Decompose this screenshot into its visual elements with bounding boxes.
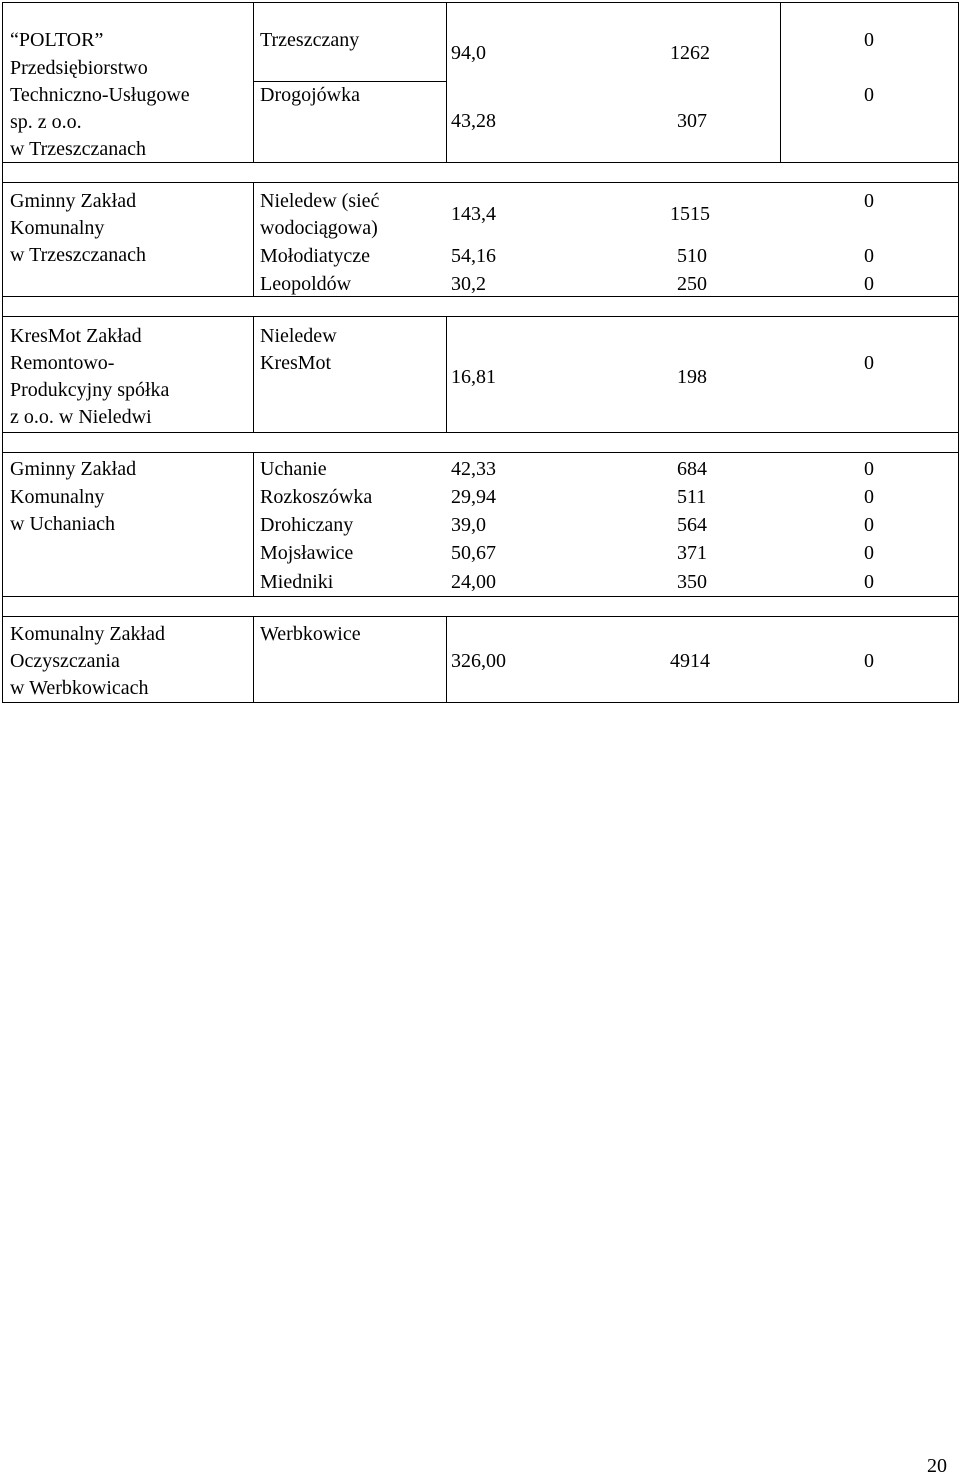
operator-name-line: Przedsiębiorstwo xyxy=(10,57,148,79)
value-col2: 510 xyxy=(677,245,707,267)
value-col2: 198 xyxy=(677,366,707,388)
value-col3: 0 xyxy=(864,29,874,51)
column-divider xyxy=(253,182,254,296)
operator-name-line: w Uchaniach xyxy=(10,513,115,535)
value-col2: 350 xyxy=(677,571,707,593)
operator-name-line: Komunalny Zakład xyxy=(10,623,165,645)
value-col1: 39,0 xyxy=(451,514,486,536)
place-name: Leopoldów xyxy=(260,273,352,295)
operator-name-line: “POLTOR” xyxy=(10,29,104,51)
column-divider xyxy=(253,452,254,596)
spacer-divider xyxy=(2,452,958,453)
value-col1: 30,2 xyxy=(451,273,486,295)
operator-name-line: Gminny Zakład xyxy=(10,190,137,212)
place-name: Nieledew xyxy=(260,325,337,347)
operator-name-line: Komunalny xyxy=(10,486,105,508)
value-col2: 684 xyxy=(677,458,707,480)
column-divider xyxy=(446,2,447,162)
value-col3: 0 xyxy=(864,650,874,672)
value-col2: 307 xyxy=(677,110,707,132)
spacer-divider xyxy=(2,316,958,317)
value-col2: 1262 xyxy=(670,42,710,64)
value-col3: 0 xyxy=(864,514,874,536)
place-name: Drogojówka xyxy=(260,84,360,106)
place-name: Mojsławice xyxy=(260,542,354,564)
spacer-divider xyxy=(2,616,958,617)
place-name: Uchanie xyxy=(260,458,327,480)
place-name: Nieledew (sieć xyxy=(260,190,380,212)
column-divider xyxy=(780,2,781,162)
value-col1: 43,28 xyxy=(451,110,496,132)
value-col3: 0 xyxy=(864,571,874,593)
group-divider xyxy=(2,432,958,433)
column-divider xyxy=(446,616,447,702)
table-border-left xyxy=(2,2,3,703)
operator-name-line: KresMot Zakład xyxy=(10,325,142,347)
page-number: 20 xyxy=(927,1455,947,1477)
operator-name-line: Techniczno-Usługowe xyxy=(10,84,190,106)
place-name: Miedniki xyxy=(260,571,334,593)
value-col1: 94,0 xyxy=(451,42,486,64)
value-col1: 24,00 xyxy=(451,571,496,593)
value-col3: 0 xyxy=(864,542,874,564)
value-col1: 143,4 xyxy=(451,203,496,225)
place-name: Trzeszczany xyxy=(260,29,360,51)
place-name: wodociągowa) xyxy=(260,217,378,239)
value-col3: 0 xyxy=(864,273,874,295)
table-border-bottom xyxy=(2,702,958,703)
value-col2: 564 xyxy=(677,514,707,536)
value-col2: 371 xyxy=(677,542,707,564)
value-col1: 42,33 xyxy=(451,458,496,480)
operator-name-line: w Werbkowicach xyxy=(10,677,149,699)
operator-name-line: Produkcyjny spółka xyxy=(10,379,170,401)
value-col3: 0 xyxy=(864,190,874,212)
operator-name-line: Komunalny xyxy=(10,217,105,239)
place-name: Rozkoszówka xyxy=(260,486,373,508)
place-name: Werbkowice xyxy=(260,623,361,645)
value-col3: 0 xyxy=(864,84,874,106)
value-col3: 0 xyxy=(864,245,874,267)
value-col2: 511 xyxy=(677,486,707,508)
group-divider xyxy=(2,596,958,597)
value-col3: 0 xyxy=(864,486,874,508)
value-col2: 4914 xyxy=(670,650,710,672)
column-divider xyxy=(253,316,254,432)
value-col1: 326,00 xyxy=(451,650,506,672)
operator-name-line: Gminny Zakład xyxy=(10,458,137,480)
table-border-right xyxy=(958,2,959,703)
place-name: Drohiczany xyxy=(260,514,354,536)
column-divider xyxy=(253,2,254,162)
value-col3: 0 xyxy=(864,458,874,480)
column-divider xyxy=(446,316,447,432)
value-col3: 0 xyxy=(864,352,874,374)
table-border-top xyxy=(2,2,958,3)
operator-name-line: z o.o. w Nieledwi xyxy=(10,406,152,428)
place-name: Mołodiatycze xyxy=(260,245,370,267)
column-divider xyxy=(253,616,254,702)
operator-name-line: Remontowo- xyxy=(10,352,115,374)
value-col2: 250 xyxy=(677,273,707,295)
value-col1: 54,16 xyxy=(451,245,496,267)
value-col1: 50,67 xyxy=(451,542,496,564)
value-col1: 16,81 xyxy=(451,366,496,388)
place-name: KresMot xyxy=(260,352,332,374)
operator-name-line: sp. z o.o. xyxy=(10,111,82,133)
operator-name-line: Oczyszczania xyxy=(10,650,120,672)
value-col2: 1515 xyxy=(670,203,710,225)
value-col1: 29,94 xyxy=(451,486,496,508)
spacer-divider xyxy=(2,182,958,183)
operator-name-line: w Trzeszczanach xyxy=(10,244,147,266)
operator-name-line: w Trzeszczanach xyxy=(10,138,147,160)
